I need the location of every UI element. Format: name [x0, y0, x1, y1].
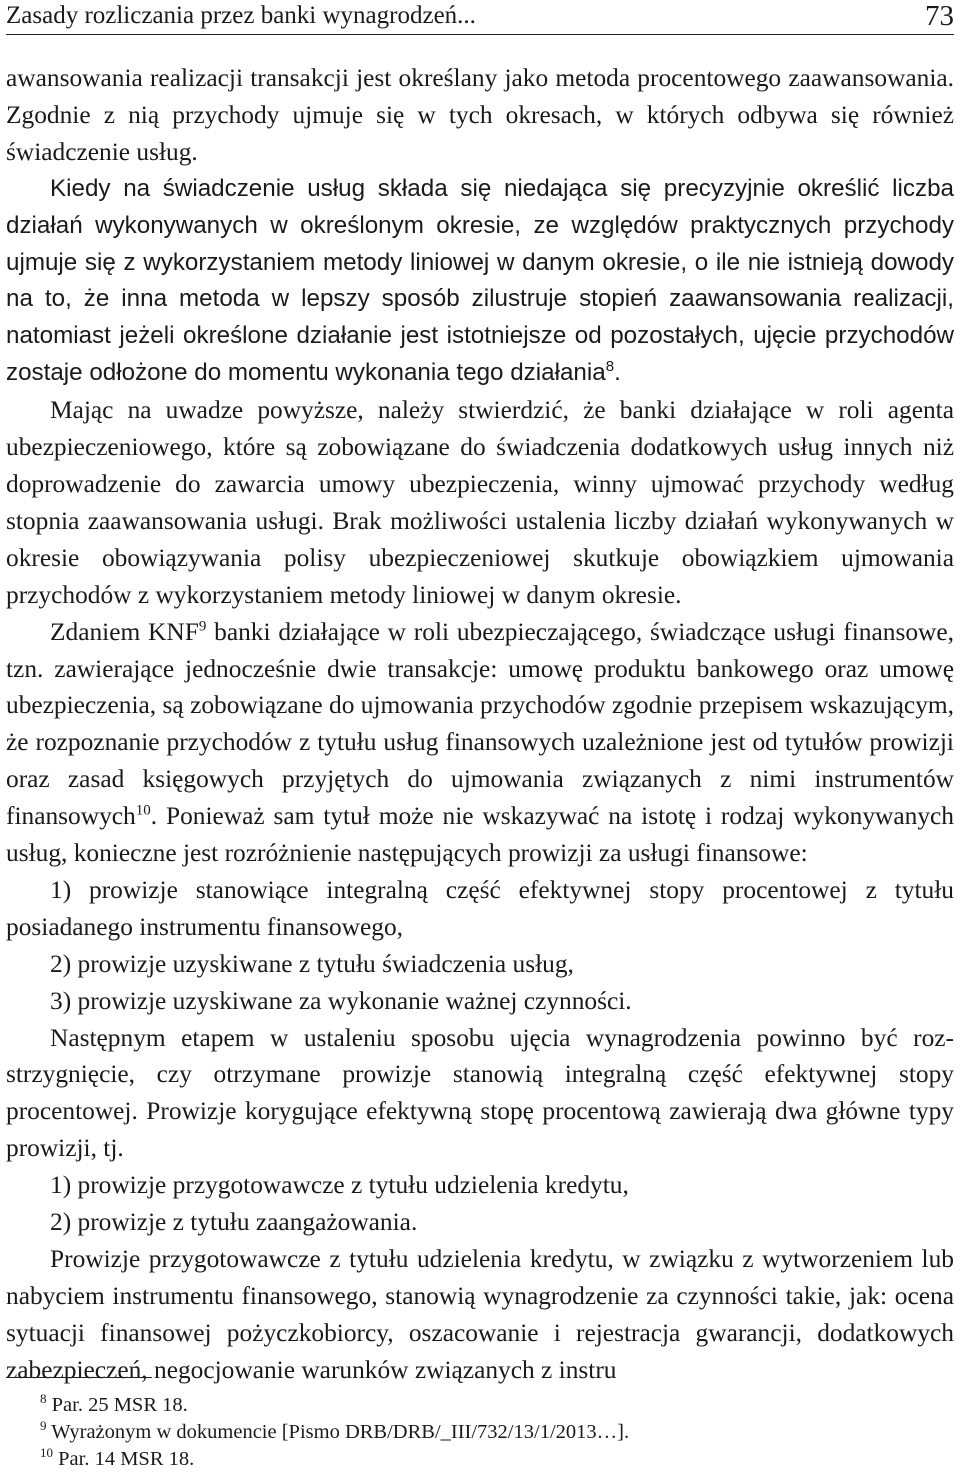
- paragraph-knf: [6, 614, 954, 872]
- list-item: 2) prowizje uzyskiwane z tytułu świadczenia usług,: [50, 949, 574, 978]
- footnote-text: Par. 25 MSR 18.: [51, 1394, 188, 1416]
- footnote: [40, 1419, 940, 1446]
- footnote-text: Par. 14 MSR 18.: [58, 1448, 195, 1470]
- paragraph-next-step: Następnym etapem w ustaleniu sposobu ujęcia wynagrodzenia powinno być rozstrzygnięcie, czy otrzymane prowizje stanowią integralną część efektywnej stopy procentowej. Prowizje korygujące efektywną stopę procentową zawierają dwa główne typy prowizji, tj.: [6, 1023, 954, 1163]
- paragraph-end: . Ponieważ sam tytuł może nie wskazywać na istotę i rodzaj wykonywanych usług, konieczne jest rozróżnienie następujących prowizji za usługi finansowe:: [6, 802, 954, 868]
- main-text: [6, 60, 954, 1389]
- paragraph-insurance-agent: Mając na uwadze powyższe, należy stwierdzić, że banki działające w roli agenta ubezpieczeniowego, które są zobowiązane do świadczenia dodatkowych usług innych niż doprowadzenie do zawarcia umowy ubezpieczenia, winny ujmować przychody według stopnia zaawansowania usługi. Brak możliwości ustalenia liczby działań wykonywanych w okresie obowiązywania polisy ubezpieczeniowej skutkuje obowiązkiem ujmowania przychodów z wykorzystaniem metody liniowej w danym okresie.: [6, 396, 954, 609]
- footnotes: [40, 1392, 940, 1473]
- paragraph-text: Kiedy na świadczenie usług składa się niedająca się precyzyjnie określić liczba działań wykonywanych w określonym okresie, ze względów praktycznych przychody ujmuje się z wykorzystaniem metody liniowej w danym okresie, o ile nie istnieją dowody na to, że inna metoda w lepszy sposób zilustruje stopień zaawansowania realizacji, natomiast jeżeli określone działanie jest istotniejsze od pozostałych, ujęcie przychodów zostaje odłożone do momentu wykonania tego działania: [6, 174, 954, 387]
- footnote: [40, 1446, 940, 1473]
- footnote-divider: [6, 1377, 152, 1378]
- footnote-ref-10[interactable]: 10: [135, 802, 151, 819]
- page-number: 73: [925, 0, 954, 32]
- footnote-number: 9: [40, 1418, 47, 1434]
- paragraph-preparatory-fees: Prowizje przygotowawcze z tytułu udzielenia kredytu, w związku z wytworzeniem lub nabyciem instrumentu finansowego, stanowią wynagrodzenie za czynności takie, jak: ocena sytuacji finansowej pożyczkobiorcy, oszacowanie i rejestracja gwarancji, dodatkowych zabezpieczeń, negocjowanie warunków związanych z instru: [6, 1245, 954, 1384]
- paragraph-continuation: awansowania realizacji transakcji jest określany jako metoda procentowego zaawansowania. Zgodnie z nią przychody ujmuje się w tych okresach, w których odbywa się również świadczenie usług.: [6, 64, 954, 166]
- paragraph-linear-method: [6, 171, 954, 392]
- running-title: Zasady rozliczania przez banki wynagrodzeń...: [6, 2, 476, 29]
- list-item: 3) prowizje uzyskiwane za wykonanie ważnej czynności.: [50, 986, 632, 1015]
- page-header: [6, 0, 954, 35]
- footnote-number: 8: [40, 1391, 47, 1407]
- paragraph-start: Zdaniem KNF: [50, 617, 199, 646]
- list-item: 1) prowizje przygotowawcze z tytułu udzielenia kredytu,: [50, 1171, 629, 1200]
- footnote-ref-9[interactable]: 9: [198, 618, 207, 635]
- paragraph-end: .: [614, 359, 621, 387]
- footnote: [40, 1392, 940, 1419]
- footnote-number: 10: [40, 1445, 53, 1461]
- footnote-ref-8[interactable]: 8: [605, 358, 615, 376]
- paragraph-text: banki działające w roli ubezpieczającego, świadczące usługi finansowe, tzn. zawierające jednocześnie dwie transakcje: umowę produktu bankowego oraz umowę ubezpieczenia, są zobowiązane do ujmowania przychodów zgodnie przepisem wskazującym, że rozpoznanie przychodów z tytułu usług finansowych uzależnione jest od tytułów prowizji oraz zasad księgowych przyjętych do ujmowania związanych z nimi instrumentów finansowych: [6, 617, 954, 831]
- footnote-text: Wyrażonym w dokumencie [Pismo DRB/DRB/_III/732/13/1/2013…].: [51, 1421, 630, 1443]
- list-item: 2) prowizje z tytułu zaangażowania.: [50, 1208, 418, 1237]
- list-item: 1) prowizje stanowiące integralną część efektywnej stopy procentowej z tytułu posiadanego instrumentu finansowego,: [6, 875, 954, 941]
